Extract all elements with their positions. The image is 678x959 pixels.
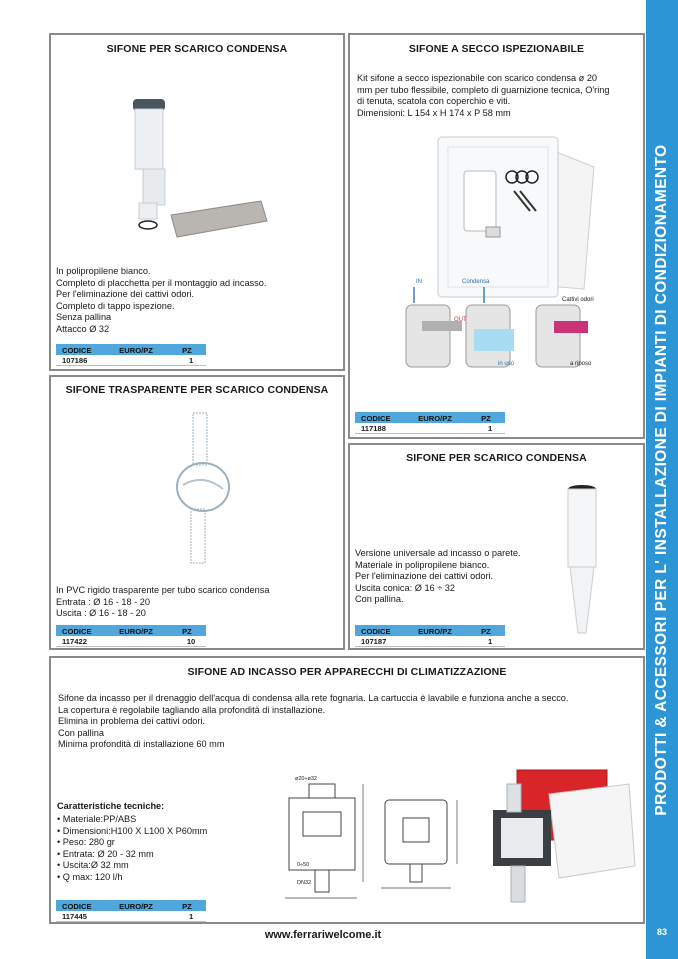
- product-box-117445: [49, 656, 645, 924]
- product-box-117422: [49, 375, 345, 650]
- table-row: [56, 355, 206, 366]
- product-description: Sifone da incasso per il drenaggio dell'acqua di condensa alla rete fognaria. La cartuccia è lavabile e funziona anche a secco. La copertura è regolabile tagliando alla profondità di installazione. Elimina in problema dei cattivi odori. Con pallina Minima profondità di installazione 60 mm: [58, 693, 569, 750]
- label-condensa: Condensa: [462, 279, 490, 285]
- label-in: IN: [416, 279, 422, 285]
- pz-cell: 1: [475, 423, 505, 434]
- pz-cell: 1: [176, 355, 206, 366]
- sidebar-title: PRODOTTI & ACCESSORI PER L' INSTALLAZIONE DI IMPIANTI DI CONDIZIONAMENTO: [653, 143, 670, 816]
- euro-cell: [113, 636, 176, 647]
- col-codice: CODICE: [56, 625, 113, 636]
- col-codice: CODICE: [355, 412, 412, 423]
- label-cattivi-odori: Cattivi odori: [562, 297, 594, 303]
- euro-cell: [412, 423, 475, 434]
- product-table: [355, 625, 505, 647]
- product-box-117188: [348, 33, 645, 439]
- drawing-label-bottom: DN32: [297, 880, 312, 886]
- table-row: [355, 423, 505, 434]
- col-euro: EURO/PZ: [113, 900, 176, 911]
- footer-url[interactable]: www.ferrariwelcome.it: [264, 929, 382, 941]
- product-title: SIFONE A SECCO ISPEZIONABILE: [408, 43, 585, 55]
- product-title: SIFONE PER SCARICO CONDENSA: [106, 43, 288, 55]
- specs-list: • Materiale:PP/ABS • Dimensioni:H100 X L100 X P60mm • Peso: 280 gr • Entrata: Ø 20 - 32 mm • Uscita:Ø 32 mm • Q max: 120 l/h: [57, 814, 208, 882]
- inspectable-siphon-image: [434, 131, 594, 301]
- product-description: Versione universale ad incasso o parete. Materiale in polipropilene bianco. Per l'eliminazione dei cattivi odori. Uscita conica: Ø 16 ÷ 32 Con pallina.: [355, 548, 521, 605]
- euro-cell: [412, 636, 475, 647]
- universal-siphon-image: [562, 483, 602, 643]
- sidebar-band: [646, 0, 678, 959]
- product-description: In PVC rigido trasparente per tubo scarico condensa Entrata : Ø 16 - 18 - 20 Uscita : Ø 16 - 18 - 20: [56, 585, 270, 619]
- product-description: Kit sifone a secco ispezionabile con scarico condensa ø 20 mm per tubo flessibile, completo di guarnizione tecnica, O'ring di tenuta, scatola con coperchio e viti. Dimensioni: L 154 x H 174 x P 58 mm: [357, 73, 610, 118]
- product-box-107186: [49, 33, 345, 371]
- pz-cell: 10: [176, 636, 206, 647]
- col-euro: EURO/PZ: [412, 412, 475, 423]
- euro-cell: [113, 355, 176, 366]
- product-table: [355, 412, 505, 434]
- col-pz: PZ: [176, 900, 206, 911]
- col-pz: PZ: [475, 412, 505, 423]
- col-euro: EURO/PZ: [412, 625, 475, 636]
- col-pz: PZ: [176, 344, 206, 355]
- product-table: [56, 625, 206, 647]
- table-row: [56, 911, 206, 922]
- technical-drawing: [265, 770, 475, 910]
- label-out: OUT: [454, 317, 467, 323]
- col-euro: EURO/PZ: [113, 625, 176, 636]
- code-cell: 107186: [56, 355, 113, 366]
- col-codice: CODICE: [56, 344, 113, 355]
- col-pz: PZ: [176, 625, 206, 636]
- product-box-107187: [348, 443, 645, 650]
- label-in-uso: in uso: [498, 361, 515, 367]
- code-cell: 117445: [56, 911, 113, 922]
- label-a-riposo: a riposo: [570, 361, 592, 367]
- pz-cell: 1: [475, 636, 505, 647]
- product-table: [56, 900, 206, 922]
- col-codice: CODICE: [56, 900, 113, 911]
- product-description: In polipropilene bianco. Completo di placchetta per il montaggio ad incasso. Per l'eliminazione dei cattivi odori. Completo di tappo ispezione. Senza pallina Attacco Ø 32: [56, 266, 267, 334]
- code-cell: 107187: [355, 636, 412, 647]
- specs-title: Caratteristiche tecniche:: [57, 801, 165, 811]
- drawing-label-top: ø20÷ø32: [295, 776, 317, 782]
- pz-cell: 1: [176, 911, 206, 922]
- transparent-siphon-image: [163, 409, 243, 569]
- drawing-label-side: 0÷50: [297, 862, 310, 868]
- page-number: 83: [656, 927, 667, 937]
- code-cell: 117188: [355, 423, 412, 434]
- table-row: [56, 636, 206, 647]
- col-euro: EURO/PZ: [113, 344, 176, 355]
- siphon-image: [121, 95, 281, 245]
- code-cell: 117422: [56, 636, 113, 647]
- product-title: SIFONE AD INCASSO PER APPARECCHI DI CLIMATIZZAZIONE: [187, 666, 507, 678]
- product-title: SIFONE TRASPARENTE PER SCARICO CONDENSA: [65, 384, 329, 396]
- col-codice: CODICE: [355, 625, 412, 636]
- recessed-siphon-image: [479, 766, 639, 916]
- col-pz: PZ: [475, 625, 505, 636]
- euro-cell: [113, 911, 176, 922]
- product-table: [56, 344, 206, 366]
- table-row: [355, 636, 505, 647]
- product-title: SIFONE PER SCARICO CONDENSA: [406, 452, 587, 464]
